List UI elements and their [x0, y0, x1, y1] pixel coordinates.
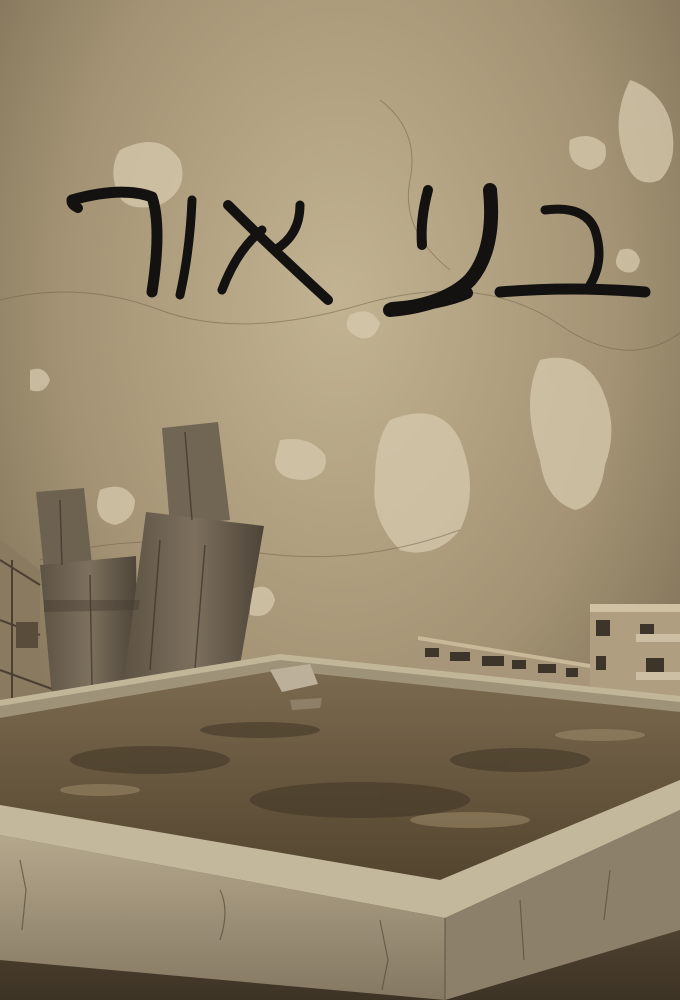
sandbox-frame: [0, 654, 680, 1000]
building-right: [590, 604, 680, 700]
